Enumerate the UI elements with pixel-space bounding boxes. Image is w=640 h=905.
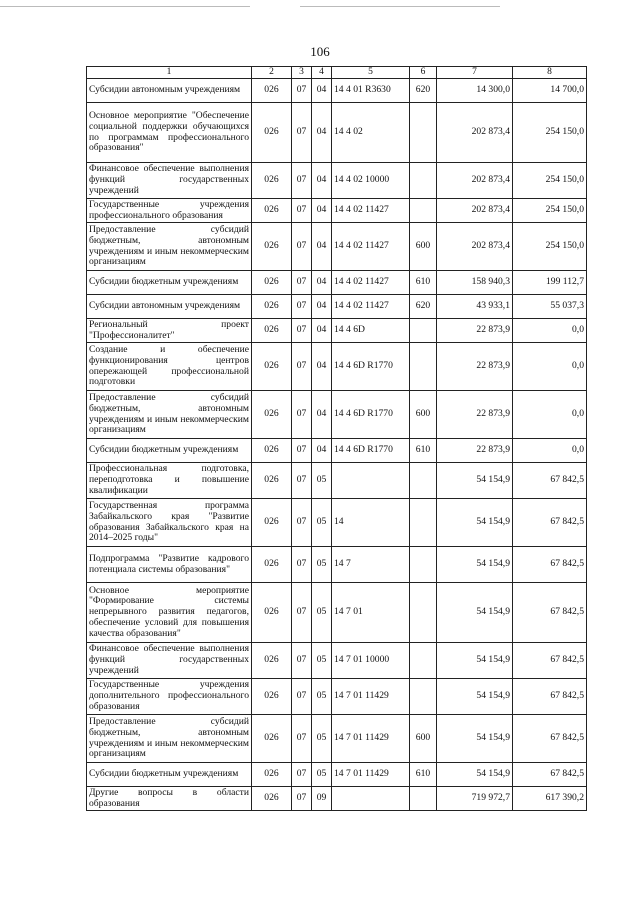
amount-year2-cell: 0,0 bbox=[513, 319, 587, 343]
item-name-cell: Субсидии автономным учреждениям bbox=[87, 79, 252, 103]
table-header-row bbox=[87, 67, 587, 79]
item-name-cell: Подпрограмма "Развитие кадрового потенциала системы образования" bbox=[87, 547, 252, 583]
subsection-code-cell: 05 bbox=[312, 715, 332, 763]
amount-year1-cell: 22 873,9 bbox=[437, 343, 513, 391]
expense-type-cell: 600 bbox=[410, 391, 437, 439]
subsection-code-cell: 04 bbox=[312, 391, 332, 439]
subsection-code-cell: 09 bbox=[312, 787, 332, 811]
target-article-cell: 14 7 01 11429 bbox=[332, 715, 410, 763]
expense-type-cell bbox=[410, 499, 437, 547]
expense-type-cell: 610 bbox=[410, 439, 437, 463]
amount-year2-cell: 0,0 bbox=[513, 439, 587, 463]
ministry-code-cell: 026 bbox=[252, 583, 292, 643]
item-name-cell: Субсидии автономным учреждениям bbox=[87, 295, 252, 319]
amount-year2-cell: 14 700,0 bbox=[513, 79, 587, 103]
target-article-cell: 14 4 02 10000 bbox=[332, 163, 410, 199]
table-row bbox=[87, 463, 587, 499]
target-article-cell: 14 4 6D R1770 bbox=[332, 439, 410, 463]
amount-year2-cell: 254 150,0 bbox=[513, 223, 587, 271]
item-name-cell: Основное мероприятие "Обеспечение социальной поддержки обучающихся по программам профессионального образования" bbox=[87, 103, 252, 163]
amount-year2-cell: 67 842,5 bbox=[513, 679, 587, 715]
subsection-code-cell: 04 bbox=[312, 103, 332, 163]
subsection-code-cell: 04 bbox=[312, 295, 332, 319]
expense-type-cell bbox=[410, 103, 437, 163]
section-code-cell: 07 bbox=[292, 547, 312, 583]
section-code-cell: 07 bbox=[292, 643, 312, 679]
ministry-code-cell: 026 bbox=[252, 295, 292, 319]
target-article-cell: 14 bbox=[332, 499, 410, 547]
table-row bbox=[87, 499, 587, 547]
table-row bbox=[87, 295, 587, 319]
item-name-cell: Другие вопросы в области образования bbox=[87, 787, 252, 811]
section-code-cell: 07 bbox=[292, 763, 312, 787]
column-header: 4 bbox=[312, 67, 332, 79]
item-name-cell: Субсидии бюджетным учреждениям bbox=[87, 763, 252, 787]
ministry-code-cell: 026 bbox=[252, 679, 292, 715]
amount-year1-cell: 22 873,9 bbox=[437, 319, 513, 343]
amount-year2-cell: 67 842,5 bbox=[513, 715, 587, 763]
page-number: 106 bbox=[310, 44, 330, 59]
subsection-code-cell: 05 bbox=[312, 679, 332, 715]
expense-type-cell bbox=[410, 463, 437, 499]
section-code-cell: 07 bbox=[292, 79, 312, 103]
section-code-cell: 07 bbox=[292, 343, 312, 391]
table-row bbox=[87, 319, 587, 343]
ministry-code-cell: 026 bbox=[252, 715, 292, 763]
section-code-cell: 07 bbox=[292, 103, 312, 163]
expense-type-cell bbox=[410, 547, 437, 583]
amount-year1-cell: 202 873,4 bbox=[437, 223, 513, 271]
ministry-code-cell: 026 bbox=[252, 223, 292, 271]
table-row bbox=[87, 163, 587, 199]
ministry-code-cell: 026 bbox=[252, 343, 292, 391]
section-code-cell: 07 bbox=[292, 163, 312, 199]
subsection-code-cell: 04 bbox=[312, 319, 332, 343]
amount-year1-cell: 54 154,9 bbox=[437, 679, 513, 715]
table-row bbox=[87, 679, 587, 715]
ministry-code-cell: 026 bbox=[252, 271, 292, 295]
target-article-cell: 14 4 02 11427 bbox=[332, 199, 410, 223]
ministry-code-cell: 026 bbox=[252, 319, 292, 343]
amount-year1-cell: 54 154,9 bbox=[437, 715, 513, 763]
target-article-cell: 14 4 02 11427 bbox=[332, 271, 410, 295]
amount-year1-cell: 202 873,4 bbox=[437, 163, 513, 199]
amount-year2-cell: 67 842,5 bbox=[513, 583, 587, 643]
target-article-cell: 14 7 01 11429 bbox=[332, 679, 410, 715]
section-code-cell: 07 bbox=[292, 391, 312, 439]
expense-type-cell: 620 bbox=[410, 79, 437, 103]
amount-year1-cell: 202 873,4 bbox=[437, 199, 513, 223]
ministry-code-cell: 026 bbox=[252, 103, 292, 163]
section-code-cell: 07 bbox=[292, 679, 312, 715]
ministry-code-cell: 026 bbox=[252, 547, 292, 583]
table-row bbox=[87, 763, 587, 787]
amount-year1-cell: 43 933,1 bbox=[437, 295, 513, 319]
amount-year1-cell: 54 154,9 bbox=[437, 643, 513, 679]
expense-type-cell: 620 bbox=[410, 295, 437, 319]
ministry-code-cell: 026 bbox=[252, 643, 292, 679]
amount-year2-cell: 67 842,5 bbox=[513, 463, 587, 499]
target-article-cell: 14 7 01 10000 bbox=[332, 643, 410, 679]
target-article-cell bbox=[332, 787, 410, 811]
amount-year2-cell: 67 842,5 bbox=[513, 643, 587, 679]
table-row bbox=[87, 199, 587, 223]
subsection-code-cell: 04 bbox=[312, 271, 332, 295]
table-row bbox=[87, 643, 587, 679]
amount-year2-cell: 55 037,3 bbox=[513, 295, 587, 319]
expense-type-cell bbox=[410, 643, 437, 679]
item-name-cell: Создание и обеспечение функционирования центров опережающей профессиональной подготовки bbox=[87, 343, 252, 391]
subsection-code-cell: 04 bbox=[312, 343, 332, 391]
subsection-code-cell: 05 bbox=[312, 643, 332, 679]
expense-type-cell bbox=[410, 679, 437, 715]
table-row bbox=[87, 223, 587, 271]
item-name-cell: Региональный проект "Профессионалитет" bbox=[87, 319, 252, 343]
ministry-code-cell: 026 bbox=[252, 763, 292, 787]
amount-year1-cell: 54 154,9 bbox=[437, 463, 513, 499]
expense-type-cell: 610 bbox=[410, 763, 437, 787]
table-row bbox=[87, 391, 587, 439]
amount-year1-cell: 54 154,9 bbox=[437, 763, 513, 787]
expense-type-cell bbox=[410, 163, 437, 199]
subsection-code-cell: 04 bbox=[312, 199, 332, 223]
ministry-code-cell: 026 bbox=[252, 163, 292, 199]
ministry-code-cell: 026 bbox=[252, 391, 292, 439]
target-article-cell: 14 4 02 bbox=[332, 103, 410, 163]
expense-type-cell bbox=[410, 343, 437, 391]
section-code-cell: 07 bbox=[292, 583, 312, 643]
section-code-cell: 07 bbox=[292, 295, 312, 319]
item-name-cell: Основное мероприятие "Формирование системы непрерывного развития педагогов, обеспечение условий для повышения качества образования" bbox=[87, 583, 252, 643]
table-row bbox=[87, 583, 587, 643]
ministry-code-cell: 026 bbox=[252, 79, 292, 103]
scan-edge-line bbox=[0, 6, 250, 7]
ministry-code-cell: 026 bbox=[252, 463, 292, 499]
column-header: 7 bbox=[437, 67, 513, 79]
item-name-cell: Государственная программа Забайкальского края "Развитие образования Забайкальского края на 2014–2025 годы" bbox=[87, 499, 252, 547]
ministry-code-cell: 026 bbox=[252, 199, 292, 223]
table-row bbox=[87, 79, 587, 103]
amount-year1-cell: 22 873,9 bbox=[437, 439, 513, 463]
subsection-code-cell: 04 bbox=[312, 163, 332, 199]
item-name-cell: Предоставление субсидий бюджетным, автономным учреждениям и иным некоммерческим организациям bbox=[87, 391, 252, 439]
budget-table bbox=[86, 66, 587, 811]
target-article-cell: 14 4 6D bbox=[332, 319, 410, 343]
target-article-cell: 14 4 6D R1770 bbox=[332, 343, 410, 391]
section-code-cell: 07 bbox=[292, 715, 312, 763]
target-article-cell: 14 7 bbox=[332, 547, 410, 583]
expense-type-cell: 610 bbox=[410, 271, 437, 295]
expense-type-cell: 600 bbox=[410, 715, 437, 763]
amount-year2-cell: 67 842,5 bbox=[513, 499, 587, 547]
table-row bbox=[87, 787, 587, 811]
amount-year1-cell: 158 940,3 bbox=[437, 271, 513, 295]
item-name-cell: Государственные учреждения дополнительного профессионального образования bbox=[87, 679, 252, 715]
target-article-cell: 14 4 02 11427 bbox=[332, 295, 410, 319]
expense-type-cell bbox=[410, 319, 437, 343]
amount-year2-cell: 67 842,5 bbox=[513, 763, 587, 787]
expense-type-cell: 600 bbox=[410, 223, 437, 271]
amount-year2-cell: 67 842,5 bbox=[513, 547, 587, 583]
item-name-cell: Предоставление субсидий бюджетным, автономным учреждениям и иным некоммерческим организациям bbox=[87, 223, 252, 271]
item-name-cell: Субсидии бюджетным учреждениям bbox=[87, 271, 252, 295]
table-row bbox=[87, 439, 587, 463]
expense-type-cell bbox=[410, 199, 437, 223]
table-row bbox=[87, 343, 587, 391]
subsection-code-cell: 04 bbox=[312, 79, 332, 103]
column-header: 1 bbox=[87, 67, 252, 79]
amount-year2-cell: 254 150,0 bbox=[513, 103, 587, 163]
section-code-cell: 07 bbox=[292, 199, 312, 223]
subsection-code-cell: 04 bbox=[312, 223, 332, 271]
section-code-cell: 07 bbox=[292, 319, 312, 343]
item-name-cell: Предоставление субсидий бюджетным, автономным учреждениям и иным некоммерческим организациям bbox=[87, 715, 252, 763]
ministry-code-cell: 026 bbox=[252, 439, 292, 463]
section-code-cell: 07 bbox=[292, 223, 312, 271]
table-row bbox=[87, 271, 587, 295]
amount-year2-cell: 0,0 bbox=[513, 391, 587, 439]
column-header: 3 bbox=[292, 67, 312, 79]
amount-year2-cell: 254 150,0 bbox=[513, 199, 587, 223]
amount-year1-cell: 14 300,0 bbox=[437, 79, 513, 103]
amount-year2-cell: 199 112,7 bbox=[513, 271, 587, 295]
section-code-cell: 07 bbox=[292, 787, 312, 811]
column-header: 2 bbox=[252, 67, 292, 79]
target-article-cell: 14 7 01 bbox=[332, 583, 410, 643]
column-header: 8 bbox=[513, 67, 587, 79]
amount-year2-cell: 0,0 bbox=[513, 343, 587, 391]
amount-year2-cell: 617 390,2 bbox=[513, 787, 587, 811]
subsection-code-cell: 05 bbox=[312, 463, 332, 499]
target-article-cell: 14 4 6D R1770 bbox=[332, 391, 410, 439]
ministry-code-cell: 026 bbox=[252, 787, 292, 811]
item-name-cell: Финансовое обеспечение выполнения функций государственных учреждений bbox=[87, 643, 252, 679]
amount-year1-cell: 22 873,9 bbox=[437, 391, 513, 439]
target-article-cell: 14 4 02 11427 bbox=[332, 223, 410, 271]
item-name-cell: Финансовое обеспечение выполнения функций государственных учреждений bbox=[87, 163, 252, 199]
subsection-code-cell: 05 bbox=[312, 499, 332, 547]
section-code-cell: 07 bbox=[292, 439, 312, 463]
item-name-cell: Профессиональная подготовка, переподготовка и повышение квалификации bbox=[87, 463, 252, 499]
column-header: 6 bbox=[410, 67, 437, 79]
amount-year1-cell: 719 972,7 bbox=[437, 787, 513, 811]
amount-year1-cell: 202 873,4 bbox=[437, 103, 513, 163]
table-row bbox=[87, 103, 587, 163]
amount-year1-cell: 54 154,9 bbox=[437, 583, 513, 643]
subsection-code-cell: 05 bbox=[312, 763, 332, 787]
section-code-cell: 07 bbox=[292, 499, 312, 547]
scan-edge-line bbox=[300, 6, 500, 7]
target-article-cell: 14 4 01 R3630 bbox=[332, 79, 410, 103]
subsection-code-cell: 04 bbox=[312, 439, 332, 463]
subsection-code-cell: 05 bbox=[312, 547, 332, 583]
section-code-cell: 07 bbox=[292, 271, 312, 295]
section-code-cell: 07 bbox=[292, 463, 312, 499]
expense-type-cell bbox=[410, 787, 437, 811]
column-header: 5 bbox=[332, 67, 410, 79]
ministry-code-cell: 026 bbox=[252, 499, 292, 547]
amount-year1-cell: 54 154,9 bbox=[437, 499, 513, 547]
amount-year2-cell: 254 150,0 bbox=[513, 163, 587, 199]
target-article-cell bbox=[332, 463, 410, 499]
item-name-cell: Субсидии бюджетным учреждениям bbox=[87, 439, 252, 463]
table-row bbox=[87, 547, 587, 583]
subsection-code-cell: 05 bbox=[312, 583, 332, 643]
target-article-cell: 14 7 01 11429 bbox=[332, 763, 410, 787]
item-name-cell: Государственные учреждения профессионального образования bbox=[87, 199, 252, 223]
table-row bbox=[87, 715, 587, 763]
amount-year1-cell: 54 154,9 bbox=[437, 547, 513, 583]
expense-type-cell bbox=[410, 583, 437, 643]
